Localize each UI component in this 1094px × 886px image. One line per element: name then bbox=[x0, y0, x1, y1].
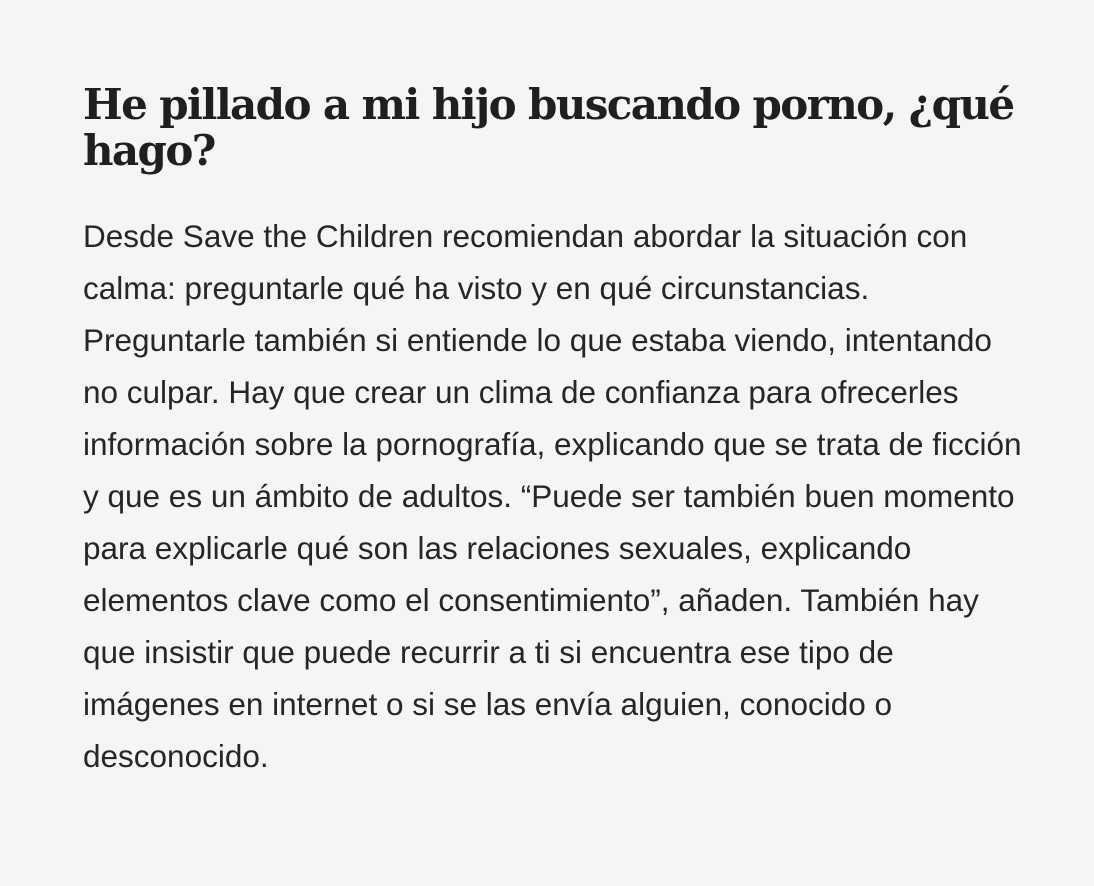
article-headline: He pillado a mi hijo buscando porno, ¿qué hago? bbox=[83, 80, 1014, 175]
article-body: Desde Save the Children recomiendan abordar la situación con calma: preguntarle qué ha visto y en qué circunstancias. Preguntarle también si entiende lo que estaba viendo, intentando no culpar. Hay que crear un clima de confianza para ofrecerles información sobre la pornografía, explicando que se trata de ficción y que es un ámbito de adultos. “Puede ser también buen momento para explicarle qué son las relaciones sexuales, explicando elementos clave como el consentimiento”, añaden. También hay que insistir que puede recurrir a ti si encuentra ese tipo de imágenes en internet o si se las envía alguien, conocido o desconocido. bbox=[83, 218, 1022, 774]
article bbox=[83, 82, 1033, 782]
